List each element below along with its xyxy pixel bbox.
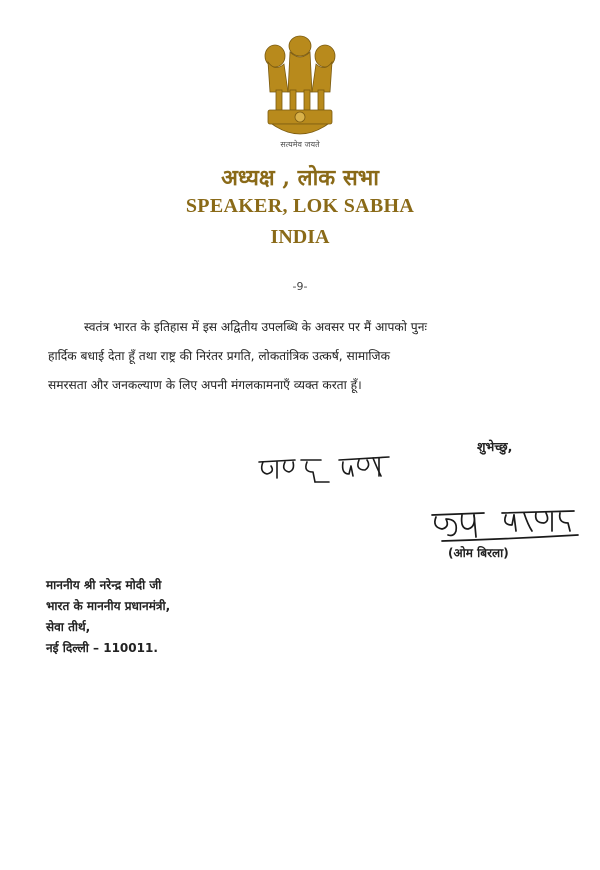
addressee-line-1: माननीय श्री नरेन्द्र मोदी जी bbox=[46, 578, 162, 592]
body-line-1: स्वतंत्र भारत के इतिहास में इस अद्वितीय उपलब्धि के अवसर पर मैं आपको पुनः bbox=[84, 320, 427, 334]
letterhead-country: INDIA bbox=[270, 226, 330, 248]
letterhead-title-english: SPEAKER, LOK SABHA bbox=[185, 195, 415, 217]
national-emblem-icon bbox=[250, 32, 350, 147]
addressee-line-3: सेवा तीर्थ, bbox=[46, 620, 91, 634]
addressee-block bbox=[46, 575, 170, 659]
handwritten-note bbox=[255, 448, 395, 492]
signatory-name: (ओम बिरला) bbox=[448, 546, 509, 560]
letter-body bbox=[48, 313, 548, 400]
closing-salutation: शुभेच्छु, bbox=[477, 439, 513, 454]
addressee-line-4: नई दिल्ली – 110011. bbox=[46, 641, 158, 655]
letterhead-title-hindi: अध्यक्ष , लोक सभा bbox=[221, 165, 379, 191]
signature bbox=[428, 505, 580, 545]
addressee-line-2: भारत के माननीय प्रधानमंत्री, bbox=[46, 599, 171, 613]
emblem-motto: सत्यमेव जयते bbox=[280, 140, 320, 149]
body-line-2: हार्दिक बधाई देता हूँ तथा राष्ट्र की निरंतर प्रगति, लोकतांत्रिक उत्कर्ष, सामाजिक bbox=[48, 349, 390, 363]
page-number: -9- bbox=[292, 280, 308, 293]
body-line-3: समरसता और जनकल्याण के लिए अपनी मंगलकामनाएँ व्यक्त करता हूँ। bbox=[48, 378, 362, 392]
